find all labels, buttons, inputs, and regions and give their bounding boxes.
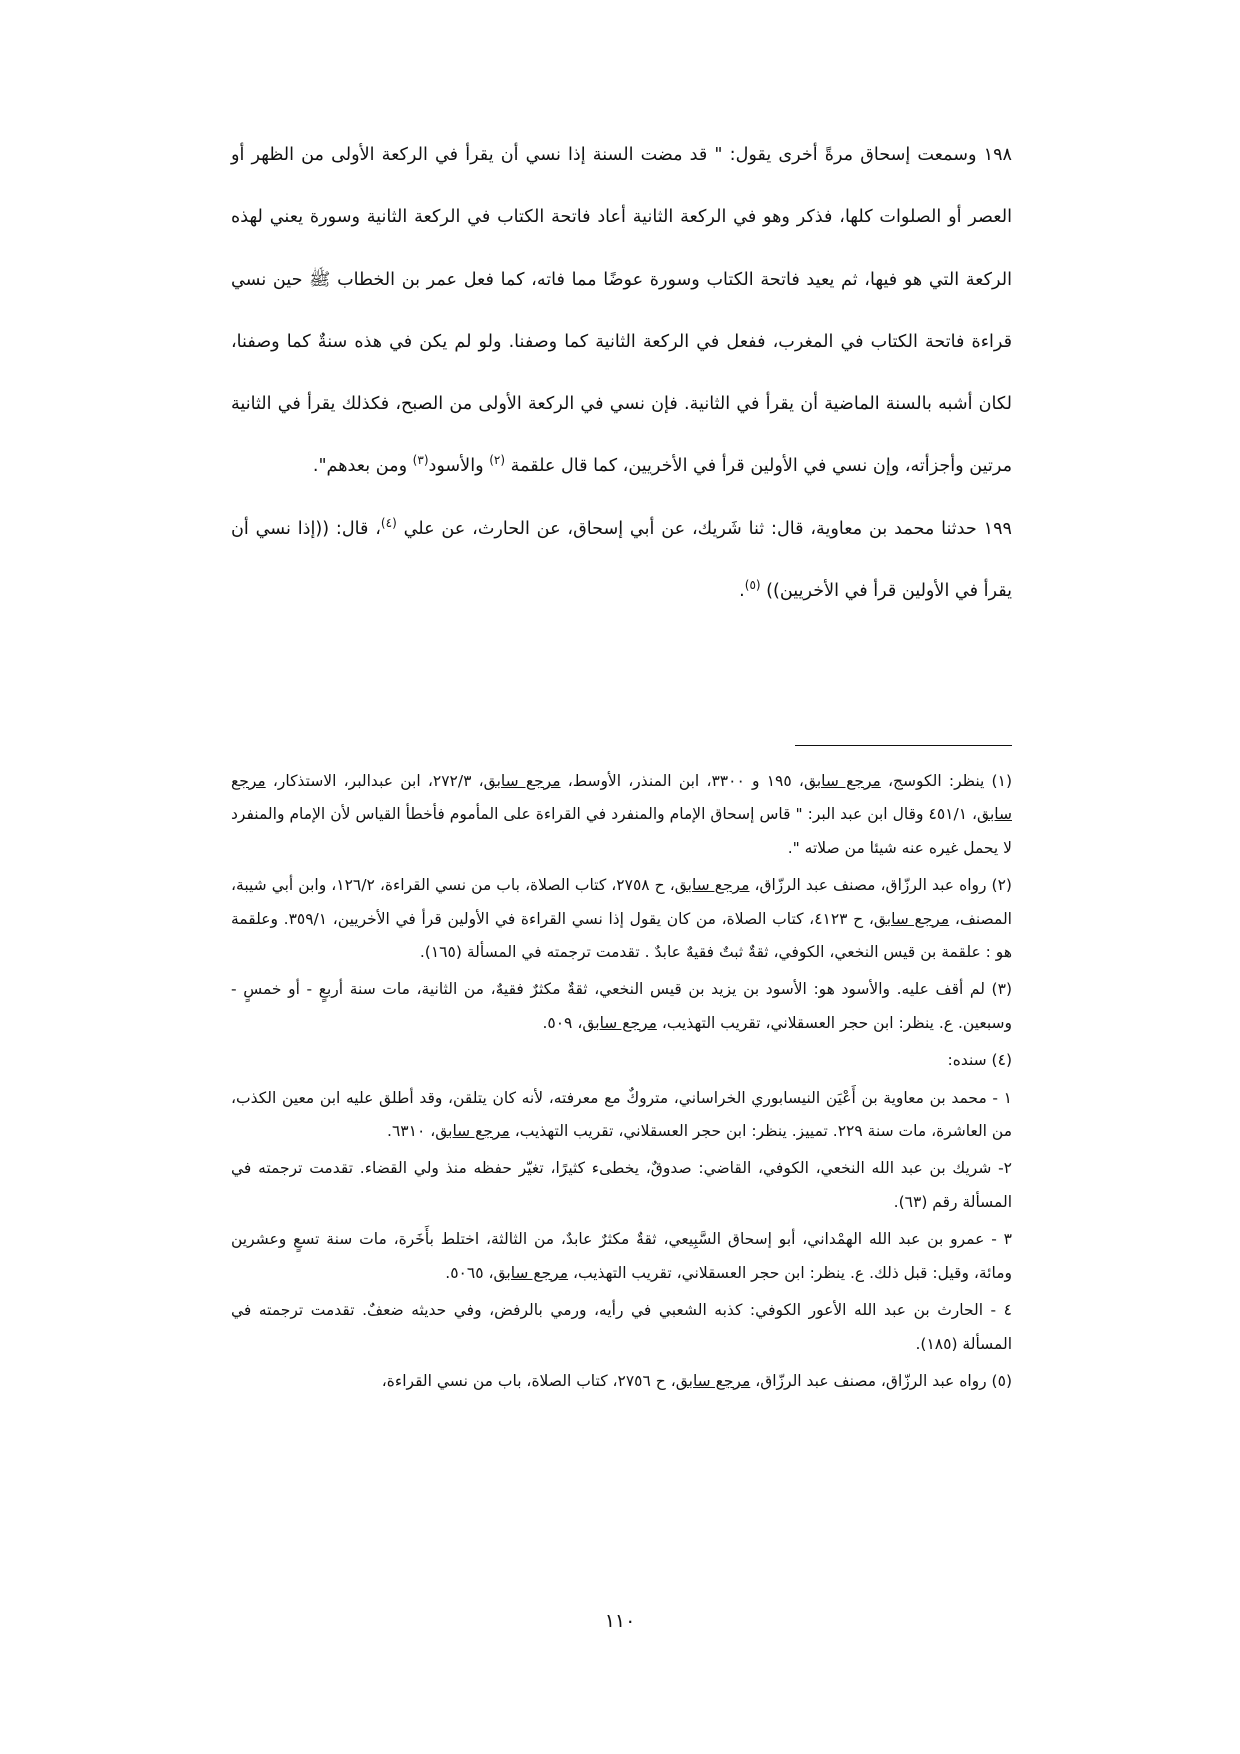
paragraph-198-text: ١٩٨ وسمعت إسحاق مرةً أخرى يقول: " قد مضت السنة إذا نسي أن يقرأ في الركعة الأولى من الظهر أو العصر أو الصلوات كلها، فذكر وهو في الركعة الثانية أعاد فاتحة الكتاب في الركعة الثانية وسورة يعني لهذه الركعة التي هو فيها، ثم يعيد فاتحة الكتاب وسورة عوضًا مما فاته، كما فعل عمر بن الخطاب ﷺ حين نسي قراءة فاتحة الكتاب في المغرب، ففعل في الركعة الثانية كما وصفنا. ولو لم يكن في هذه سنةٌ كما وصفنا، لكان أشبه بالسنة الماضية أن يقرأ في الثانية. فإن نسي في الركعة الأولى من الصبح، فكذلك يقرأ في الثانية مرتين وأجزأته، وإن نسي في الأولين قرأ في الأخريين، كما قال علقمة bbox=[231, 145, 1012, 477]
ref-link[interactable]: مرجع سابق bbox=[675, 1371, 751, 1390]
ref-link[interactable]: مرجع سابق bbox=[483, 772, 561, 790]
footnote-4-item-4 bbox=[231, 1294, 1012, 1361]
footnote-separator bbox=[795, 745, 1012, 746]
paragraph-199 bbox=[231, 498, 1012, 623]
ref-link[interactable]: مرجع سابق bbox=[435, 1122, 510, 1141]
ref-link[interactable]: مرجع سابق bbox=[873, 909, 950, 928]
footnote-3 bbox=[231, 973, 1012, 1040]
footnote-5-text-b: ، ح ٢٧٥٦، كتاب الصلاة، باب من نسي القراءة، bbox=[381, 1371, 676, 1390]
footnote-4-heading bbox=[231, 1044, 1012, 1077]
footnote-1-text-a: (١) ينظر: الكوسج، bbox=[880, 772, 1012, 790]
footnote-2-text-a: (٢) رواه عبد الرزّاق، مصنف عبد الرزّاق، bbox=[749, 876, 1012, 895]
footnote-1-text-d: ، ٤٥١/١ وقال ابن عبد البر: " قاس إسحاق الإمام والمنفرد في القراءة على المأموم فأخطأ القياس لأن الإمام والمنفرد لا يحمل غيره عنه شيئا من صلاته ". bbox=[231, 805, 1012, 857]
footnote-4-item-3-end: ، ٥٠٦٥. bbox=[445, 1263, 494, 1282]
footnote-ref-2[interactable]: (٢) bbox=[489, 453, 506, 468]
footnote-1-text-c: ، ٢٧٢/٣، ابن عبدالبر، الاستذكار، bbox=[265, 772, 484, 790]
ref-link[interactable]: مرجع سابق bbox=[493, 1263, 569, 1282]
ref-link[interactable]: مرجع سابق bbox=[674, 876, 750, 895]
footnote-4-item-4-text: ٤ - الحارث بن عبد الله الأعور الكوفي: كذبه الشعبي في رأيه، ورمي بالرفض، وفي حديثه ضعفٌ. تقدمت ترجمته في المسألة (١٨٥). bbox=[231, 1301, 1012, 1353]
footnotes bbox=[231, 765, 1012, 1402]
footnote-5 bbox=[231, 1365, 1012, 1398]
ref-link[interactable]: مرجع سابق bbox=[231, 772, 1012, 824]
footnote-1 bbox=[231, 765, 1012, 865]
footnote-4-item-2-text: ٢- شريك بن عبد الله النخعي، الكوفي، القاضي: صدوقٌ، يخطىء كثيرًا، تغيّر حفظه منذ ولي القضاء. تقدمت ترجمته في المسألة رقم (٦٣). bbox=[231, 1159, 1012, 1211]
paragraph-199-text: ١٩٩ حدثنا محمد بن معاوية، قال: ثنا شَريك، عن أبي إسحاق، عن الحارث، عن علي bbox=[396, 518, 1012, 539]
footnote-4-heading-text: (٤) سنده: bbox=[947, 1051, 1012, 1070]
footnote-4-item-3-text: ٣ - عمرو بن عبد الله الهمْداني، أبو إسحاق السَّبِيعي، ثقةٌ مكثرٌ عابدٌ، من الثالثة، اختلط بأَخَرة، مات سنة تسعٍ وعشرين ومائة، وقيل: قبل ذلك. ع. ينظر: ابن حجر العسقلاني، تقريب التهذيب، bbox=[231, 1230, 1012, 1282]
footnote-4-item-1-end: ، ٦٣١٠. bbox=[387, 1122, 436, 1141]
paragraph-198-end: ومن بعدهم". bbox=[312, 456, 413, 477]
footnote-4-item-2 bbox=[231, 1152, 1012, 1219]
page-number: ١١٠ bbox=[604, 1610, 636, 1632]
paragraph-199-end: . bbox=[739, 581, 745, 602]
footnote-ref-4[interactable]: (٤) bbox=[380, 515, 397, 530]
paragraph-198-mid: والأسود bbox=[428, 456, 490, 477]
paragraph-199-mid: ، قال: ((إذا نسي أن يقرأ في الأولين قرأ في الأخريين)) bbox=[231, 518, 1012, 602]
ref-link[interactable]: مرجع سابق bbox=[803, 772, 881, 790]
footnote-5-text-a: (٥) رواه عبد الرزّاق، مصنف عبد الرزّاق، bbox=[750, 1371, 1012, 1390]
footnote-2-text-b: ، ح ٢٧٥٨، كتاب الصلاة، باب من نسي القراءة، ١٢٦/٢، وابن أبي شيبة، المصنف، bbox=[231, 876, 1012, 928]
footnote-4-item-1 bbox=[231, 1082, 1012, 1149]
ref-link[interactable]: مرجع سابق bbox=[582, 1013, 657, 1032]
footnote-3-text-a: (٣) لم أقف عليه. والأسود هو: الأسود بن يزيد بن قيس النخعي، ثقةٌ مكثرٌ فقيهٌ، من الثانية، مات سنة أربعٍ - أو خمسٍ - وسبعين. ع. ينظر: ابن حجر العسقلاني، تقريب التهذيب، bbox=[231, 980, 1012, 1032]
footnote-ref-3[interactable]: (٣) bbox=[412, 453, 429, 468]
footnote-4-item-3 bbox=[231, 1223, 1012, 1290]
footnote-4-item-1-text: ١ - محمد بن معاوية بن أَعْيَن النيسابوري الخراساني، متروكٌ مع معرفته، لأنه كان يتلقن، وقد أطلق عليه ابن معين الكذب، من العاشرة، مات سنة ٢٢٩. تمييز. ينظر: ابن حجر العسقلاني، تقريب التهذيب، bbox=[231, 1088, 1012, 1141]
footnote-2-text-c: ، ح ٤١٢٣، كتاب الصلاة، من كان يقول إذا نسي القراءة في الأولين قرأ في الأخريين، ٣٥٩/١. وعلقمة هو : علقمة بن قيس النخعي، الكوفي، ثقةٌ ثبتٌ فقيهٌ عابدٌ . تقدمت ترجمته في المسألة (١٦٥). bbox=[231, 909, 1012, 962]
footnote-3-text-b: ، ٥٠٩. bbox=[542, 1013, 583, 1032]
footnote-2 bbox=[231, 869, 1012, 969]
footnote-1-text-b: ، ١٩٥ و ٣٣٠٠، ابن المنذر، الأوسط، bbox=[560, 772, 804, 790]
main-text bbox=[231, 124, 1012, 622]
paragraph-198 bbox=[231, 124, 1012, 498]
footnote-ref-5[interactable]: (٥) bbox=[744, 578, 761, 593]
